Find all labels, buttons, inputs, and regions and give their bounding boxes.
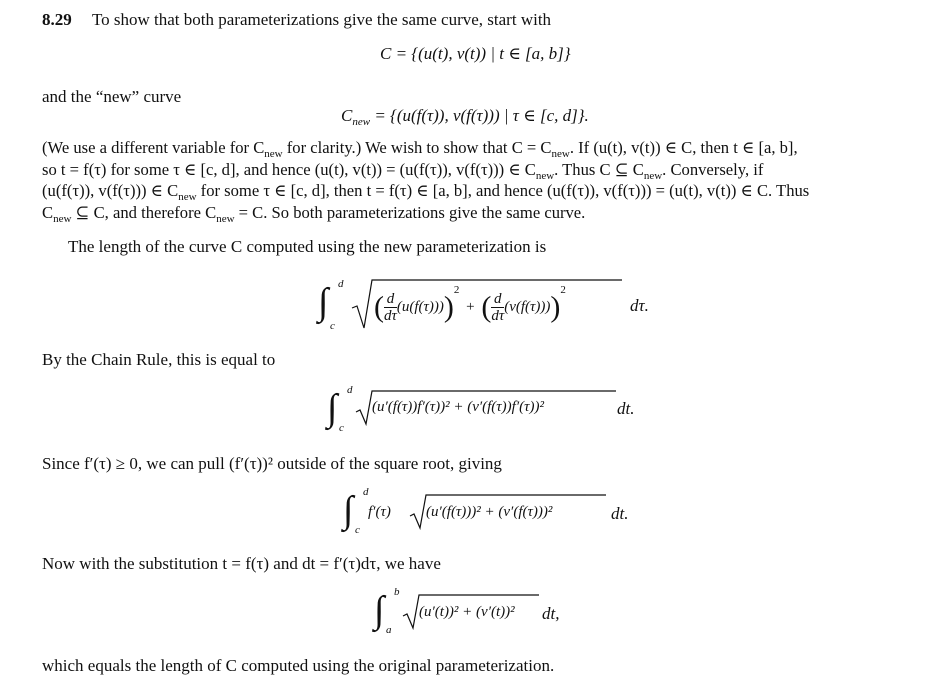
paragraph-proof-line-2: so t = f(τ) for some τ ∈ [c, d], and hence (u(t), v(t)) = (u(f(τ)), v(f(τ))) ∈ $C_{new}$. Thus C ⊆ $C_{new}$. Conversely, if xyxy=(42,160,764,182)
integral-upper-limit: d xyxy=(363,486,369,498)
integral-differential: dt. xyxy=(617,399,635,418)
problem-intro: To show that both parameterizations give the same curve, start with xyxy=(91,10,552,29)
integral-sign: ∫ xyxy=(343,489,354,531)
integral-sign: ∫ xyxy=(374,589,385,631)
integral-pulled-factor xyxy=(343,488,633,538)
integral-chain-rule xyxy=(327,386,647,436)
paragraph-proof-line-4: $C_{new}$ ⊆ C, and therefore $C_{new} = C$. So both parameterizations give the same curve. xyxy=(42,203,586,225)
integral-lower-limit: c xyxy=(339,422,344,434)
paragraph-proof-line-3: (u(f(τ)), v(f(τ))) ∈ $C_{new}$ for some τ ∈ [c, d], then t = f(τ) ∈ [a, b], and hence (u(f(τ)), v(f(τ))) = (u(t), v(t)) ∈ C. Thus xyxy=(42,181,810,203)
integral-lower-limit: c xyxy=(330,320,335,332)
integral-new-parameterization xyxy=(318,276,658,336)
integral-upper-limit: d xyxy=(338,278,344,290)
integral-lower-limit: a xyxy=(386,624,392,636)
integral-factor: f′(τ) xyxy=(368,504,391,520)
integral-differential: dt. xyxy=(611,504,629,523)
integral-lower-limit: c xyxy=(355,524,360,536)
paragraph-proof-line-1: (We use a different variable for $C_{new}$ for clarity.) We wish to show that $C = C_{new}$. If (u(t), v(t)) ∈ C, then t ∈ [a, b], xyxy=(42,138,798,160)
integral-sign: ∫ xyxy=(318,281,329,323)
substitution-text: Now with the substitution t = f(τ) and dt = f′(τ)dτ, we have xyxy=(42,554,441,573)
equation-curve-cnew: $C_{new} = \{(u(f(\tau))$, v(f(τ))) | τ ∈ [c, d]}. xyxy=(341,106,589,128)
equation-curve-c: C = {(u(t), v(t)) | t ∈ [a, b]} xyxy=(380,44,571,63)
problem-header xyxy=(42,11,551,28)
integral-upper-limit: d xyxy=(347,384,353,396)
chain-rule-text: By the Chain Rule, this is equal to xyxy=(42,350,276,369)
integrand: ( $\frac{d}{d\tau}$ (u(f(τ))))$^2$ + ( $\frac{d}{d\tau}$ (v(f(τ))))$^2$ xyxy=(374,284,566,325)
integral-differential: dt, xyxy=(542,604,560,623)
conclusion-text: which equals the length of C computed using the original parameterization. xyxy=(42,656,555,675)
paragraph-new-param: The length of the curve C computed using the new parameterization is xyxy=(68,237,547,256)
integral-differential: dτ. xyxy=(630,296,649,315)
integral-sign: ∫ xyxy=(327,387,338,429)
and-new-text: and the “new” curve xyxy=(42,87,182,106)
integrand: (u′(t))² + (v′(t))² xyxy=(419,604,515,620)
integral-upper-limit: b xyxy=(394,586,400,598)
problem-number: 8.29 xyxy=(42,10,72,29)
since-text: Since f′(τ) ≥ 0, we can pull (f′(τ))² outside of the square root, giving xyxy=(42,454,502,473)
integrand: (u′(f(τ)))² + (v′(f(τ)))² xyxy=(426,504,553,520)
integrand: (u′(f(τ))f′(τ))² + (v′(f(τ))f′(τ))² xyxy=(372,399,544,415)
integral-original-parameterization xyxy=(374,588,594,638)
